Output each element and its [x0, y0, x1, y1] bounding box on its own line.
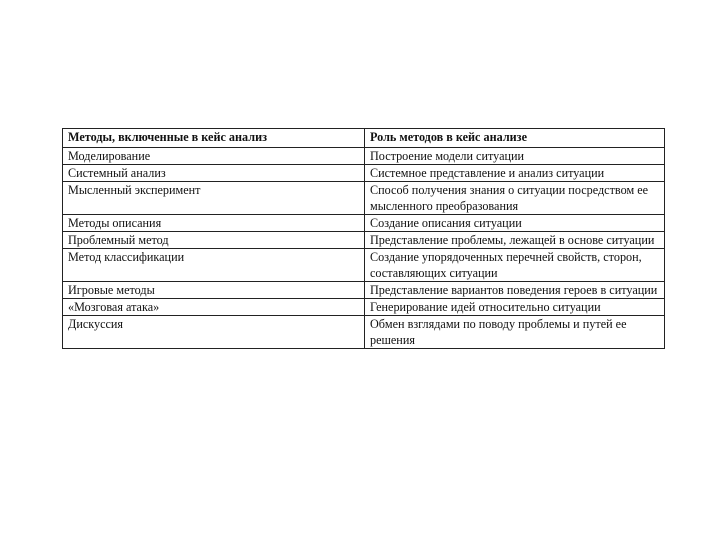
role-cell: Построение модели ситуации [365, 148, 665, 165]
table-row [63, 215, 665, 232]
method-cell: «Мозговая атака» [63, 299, 365, 316]
table-row [63, 299, 665, 316]
methods-table [62, 128, 665, 349]
table-row [63, 282, 665, 299]
role-cell: Создание описания ситуации [365, 215, 665, 232]
role-cell: Системное представление и анализ ситуации [365, 165, 665, 182]
table-row [63, 182, 665, 215]
role-cell: Представление проблемы, лежащей в основе ситуации [365, 232, 665, 249]
table-row [63, 249, 665, 282]
role-cell: Представление вариантов поведения героев в ситуации [365, 282, 665, 299]
method-cell: Мысленный эксперимент [63, 182, 365, 215]
table-header-row [63, 129, 665, 148]
method-cell: Методы описания [63, 215, 365, 232]
table-row [63, 165, 665, 182]
table-row [63, 316, 665, 349]
role-cell: Генерирование идей относительно ситуации [365, 299, 665, 316]
method-cell: Системный анализ [63, 165, 365, 182]
header-role: Роль методов в кейс анализе [365, 129, 665, 148]
role-cell: Способ получения знания о ситуации посредством ее мысленного преобразования [365, 182, 665, 215]
method-cell: Проблемный метод [63, 232, 365, 249]
method-cell: Моделирование [63, 148, 365, 165]
header-methods: Методы, включенные в кейс анализ [63, 129, 365, 148]
role-cell: Обмен взглядами по поводу проблемы и путей ее решения [365, 316, 665, 349]
method-cell: Метод классификации [63, 249, 365, 282]
method-cell: Игровые методы [63, 282, 365, 299]
table-row [63, 232, 665, 249]
table-row [63, 148, 665, 165]
role-cell: Создание упорядоченных перечней свойств, сторон, составляющих ситуации [365, 249, 665, 282]
method-cell: Дискуссия [63, 316, 365, 349]
